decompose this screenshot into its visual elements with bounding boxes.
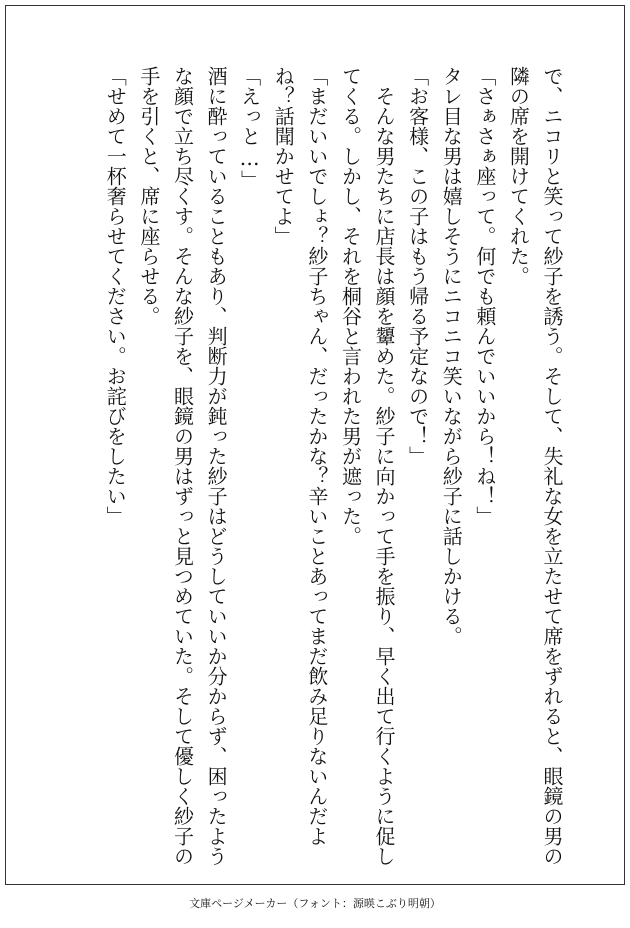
footer-caption: 文庫ページメーカー（フォント：源暎こぶり明朝） (189, 897, 441, 910)
paragraph: 「せめて一杯奢らせてください。お詫びをしたい」 (103, 66, 128, 526)
page-frame (5, 5, 625, 885)
paragraph: 「まだいいでしょ？紗子ちゃん、だったかな？辛いことあってまだ飲み足りないんだよね？話聞かせてよ」 (271, 66, 329, 846)
paragraph: 「お客様、この子はもう帰る予定なので！」 (405, 66, 430, 466)
paragraph: そんな男たちに店長は顔を顰めた。紗子に向かって手を振り、早く出て行くように促してくる。しかし、それを桐谷と言われた男が遮った。 (338, 66, 397, 866)
paragraph: 酒に酔っていることもあり、判断力が鈍った紗子はどうしていいか分からず、困ったような顔で立ち尽くす。そんな紗子を、眼鏡の男はずっと見つめていた。そして優しく紗子の手を引くと、席に座らせる。 (136, 66, 229, 866)
paragraph: で、ニコリと笑って紗子を誘う。そして、失礼な女を立たせて席をずれると、眼鏡の男の隣の席を開けてくれた。 (506, 66, 564, 866)
paragraph: 「えっと…」 (237, 66, 262, 190)
paragraph: タレ目な男は嬉しそうにニコニコ笑いながら紗子に話しかける。 (439, 66, 464, 646)
vertical-text-body (72, 66, 568, 866)
paragraph: 「さぁさぁ座って。何でも頼んでいいから！ね！」 (472, 66, 497, 526)
